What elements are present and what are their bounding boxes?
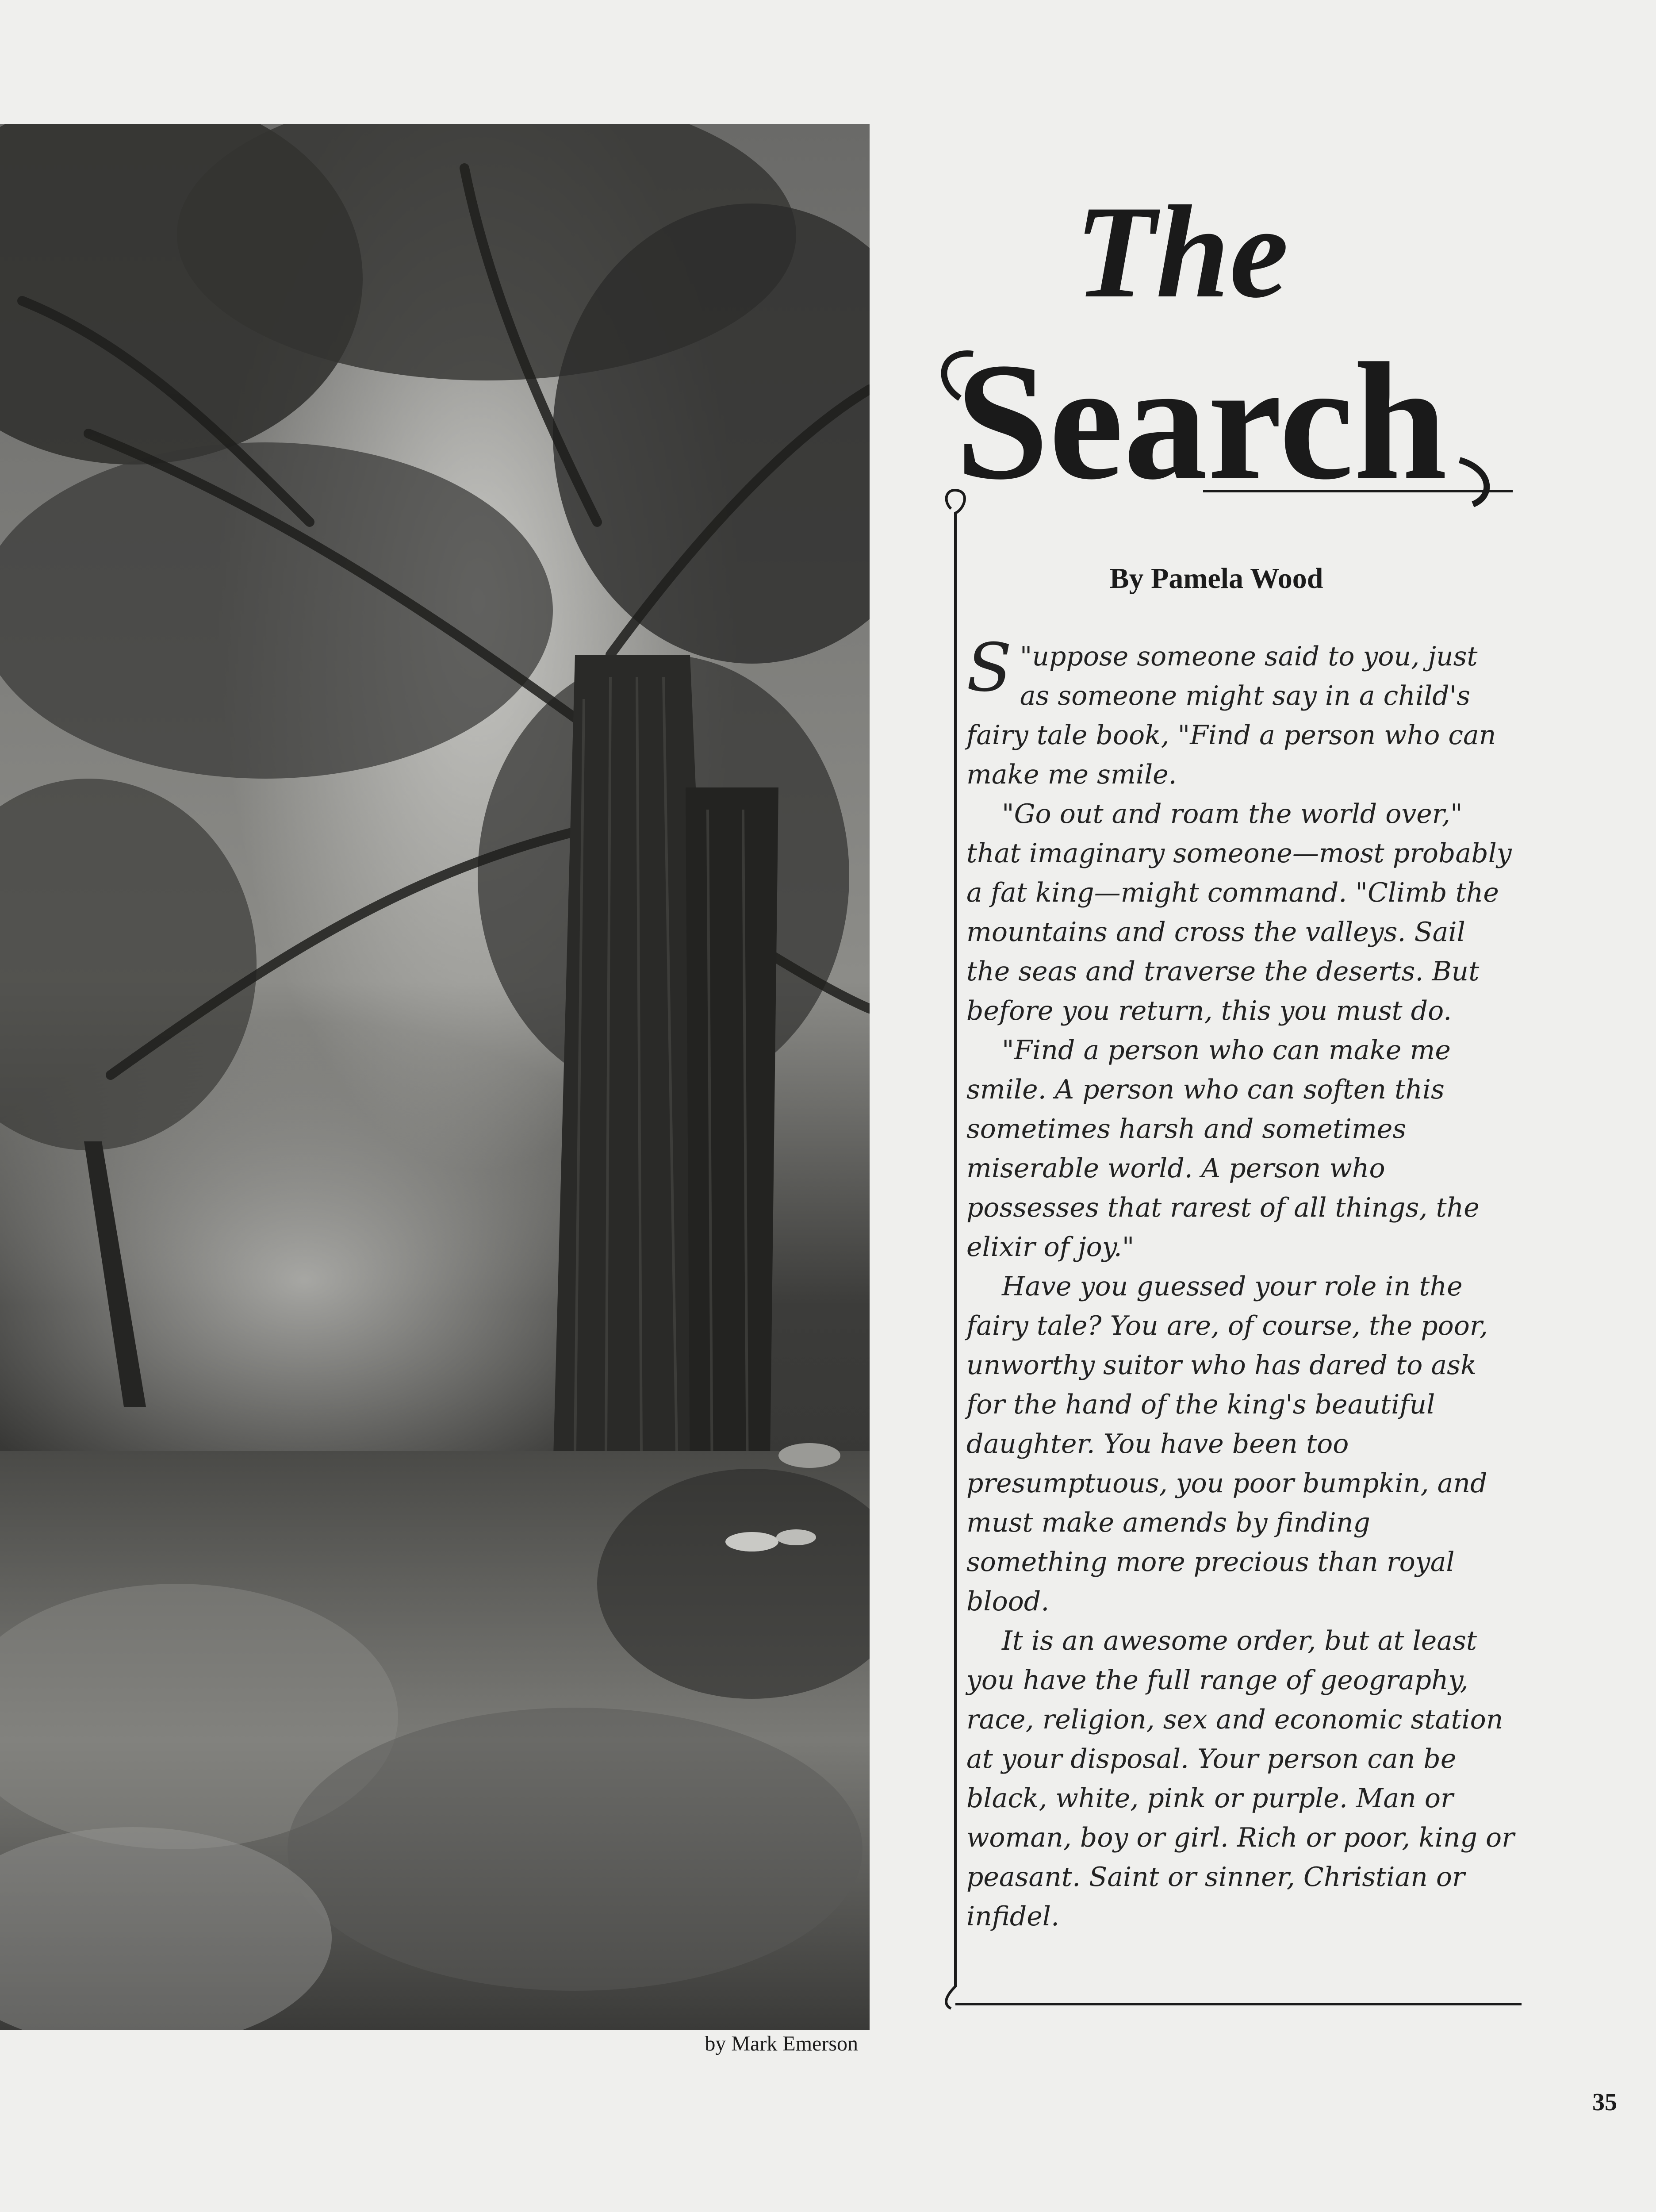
paragraph-2: "Go out and roam the world over," that imaginary someone—most probably a fat king—might command. "Climb the mountains and cross the valleys. Sail the seas and traverse the deserts. But before you return, this you must do. bbox=[966, 799, 1512, 1026]
title-line-1: The bbox=[1075, 178, 1289, 325]
paragraph-3: "Find a person who can make me smile. A person who can soften this sometimes harsh and sometimes miserable world. A person who possesses that rarest of all things, the elixir of joy." bbox=[966, 1035, 1480, 1263]
title-lettering bbox=[907, 150, 1526, 540]
paragraph-1 bbox=[966, 630, 1515, 795]
paragraph-5: It is an awesome order, but at least you have the full range of geography, race, religion, sex and economic station at your disposal. Your person can be black, white, pink or purple. Man or woman, boy or girl. Rich or poor, king or peasant. Saint or sinner, Christian or infidel. bbox=[966, 1625, 1514, 1932]
page-number: 35 bbox=[1592, 2089, 1617, 2116]
article-body bbox=[966, 630, 1515, 1936]
byline: By Pamela Wood bbox=[1109, 562, 1323, 595]
title-line-2: Search bbox=[955, 328, 1447, 515]
article-title bbox=[907, 150, 1526, 540]
opening-quote: " bbox=[1020, 641, 1032, 672]
drop-cap: S bbox=[966, 630, 1012, 707]
forest-photo bbox=[0, 124, 870, 2030]
forest-photo-drawing bbox=[0, 124, 870, 2030]
photo-credit: by Mark Emerson bbox=[705, 2032, 858, 2055]
paragraph-1-text: uppose someone said to you, just as someone might say in a child's fairy tale book, "Find a person who can make me smile. bbox=[966, 641, 1496, 790]
paragraph-4: Have you guessed your role in the fairy tale? You are, of course, the poor, unworthy suitor who has dared to ask for the hand of the king's beautiful daughter. You have been too presumptuous, you poor bumpkin, and must make amends by finding something more precious than royal blood. bbox=[966, 1271, 1488, 1617]
